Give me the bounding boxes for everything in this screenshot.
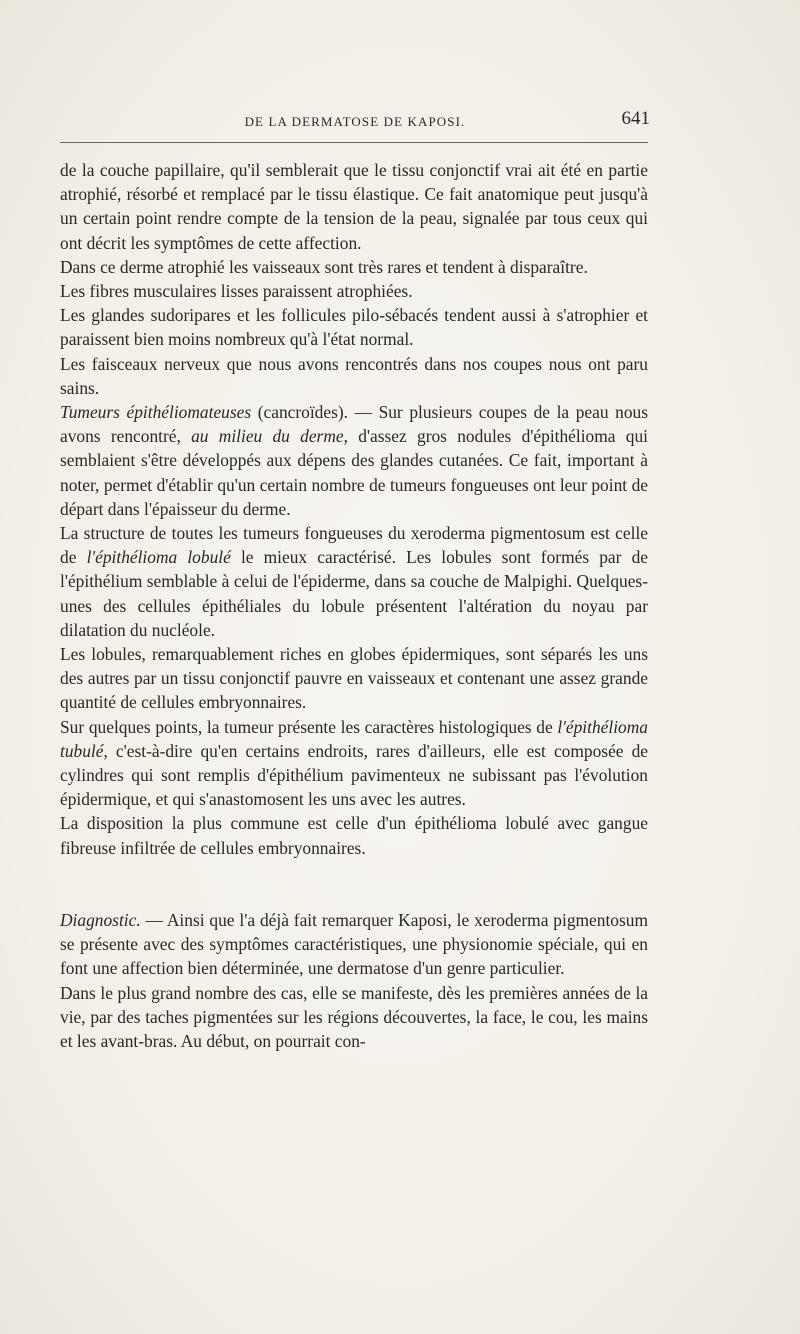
paragraph: Dans ce derme atrophié les vaisseaux sont très rares et tendent à disparaître. bbox=[60, 256, 588, 277]
text-segment: , d'assez gros nodules d'épithélioma qui semblaient s'être développés aux dépens des glandes cutanées. Ce fait, important à noter, permet d'établir qu'un certain nombre de tumeurs fongueuses ont leur point de départ dans l'épaisseur du derme. bbox=[60, 426, 648, 519]
text-segment: La structure de toutes les tumeurs fongueuses du xeroderma pigmentosum est celle de bbox=[60, 523, 648, 568]
page-number: 641 bbox=[621, 108, 650, 129]
text-segment: le mieux caractérisé. Les lobules sont formés par de l'épithélium semblable à celui de l'épiderme, dans sa couche de Malpighi. Quelques-unes des cellules épithéliales du lobule présentent l'altération du noyau par dilatation du nucléole. bbox=[60, 547, 648, 640]
section-heading-diagnostic: Diagnostic. bbox=[60, 909, 141, 930]
italic-phrase: l'épithélioma tubulé bbox=[60, 716, 648, 761]
page-header bbox=[60, 108, 650, 138]
paragraph: Dans le plus grand nombre des cas, elle se manifeste, dès les premières années de la vie, par des taches pigmentées sur les régions découvertes, la face, le cou, les mains et les avant-bras. Au début, on pourrait con- bbox=[60, 982, 648, 1051]
paragraph: de la couche papillaire, qu'il semblerait que le tissu conjonctif vrai ait été en partie atrophié, résorbé et remplacé par le tissu élastique. Ce fait anatomique peut jusqu'à un certain point rendre compte de la tension de la peau, signalée par tous ceux qui ont décrit les symptômes de cette affection. bbox=[60, 160, 648, 253]
italic-phrase: au milieu du derme bbox=[191, 426, 344, 447]
paragraph-tubule bbox=[60, 715, 648, 812]
text-segment: — Ainsi que l'a déjà fait remarquer Kaposi, le xeroderma pigmentosum se présente avec des symptômes caractéristiques, une physionomie spéciale, qui en font une affection bien déterminée, une dermatose d'un genre particulier. bbox=[60, 909, 648, 979]
text-segment: , c'est-à-dire qu'en certains endroits, rares d'ailleurs, elle est composée de cylindres qui sont remplis d'épithélium pavimenteux ne subissant pas l'évolution épidermique, et qui s'anastomosent les uns avec les autres. bbox=[60, 740, 648, 810]
paragraph-diagnostic bbox=[60, 908, 648, 981]
text-segment: (cancroïdes). — Sur plusieurs coupes de la peau nous avons rencontré, bbox=[60, 402, 648, 447]
paragraph-tumeurs bbox=[60, 400, 648, 521]
section-heading-tumeurs: Tumeurs épithéliomateuses bbox=[60, 402, 252, 423]
paragraph-structure bbox=[60, 521, 648, 642]
paragraph: La disposition la plus commune est celle d'un épithélioma lobulé avec gangue fibreuse infiltrée de cellules embryonnaires. bbox=[60, 813, 648, 858]
section-gap bbox=[60, 860, 648, 908]
running-head: DE LA DERMATOSE DE KAPOSI. bbox=[244, 114, 466, 129]
header-rule bbox=[60, 142, 648, 143]
text-segment: Sur quelques points, la tumeur présente les caractères histologiques de bbox=[60, 716, 558, 737]
italic-phrase: l'épithélioma lobulé bbox=[86, 547, 231, 568]
paragraph: Les fibres musculaires lisses paraissent atrophiées. bbox=[60, 281, 413, 302]
paragraph: Les lobules, remarquablement riches en globes épidermiques, sont séparés les uns des autres par un tissu conjonctif pauvre en vaisseaux et contenant une assez grande quantité de cellules embryonnaires. bbox=[60, 644, 648, 713]
paragraph: Les faisceaux nerveux que nous avons rencontrés dans nos coupes nous ont paru sains. bbox=[60, 353, 648, 398]
paragraph: Les glandes sudoripares et les follicules pilo-sébacés tendent aussi à s'atrophier et paraissent bien moins nombreux qu'à l'état normal. bbox=[60, 305, 648, 350]
body-text bbox=[60, 158, 648, 1053]
